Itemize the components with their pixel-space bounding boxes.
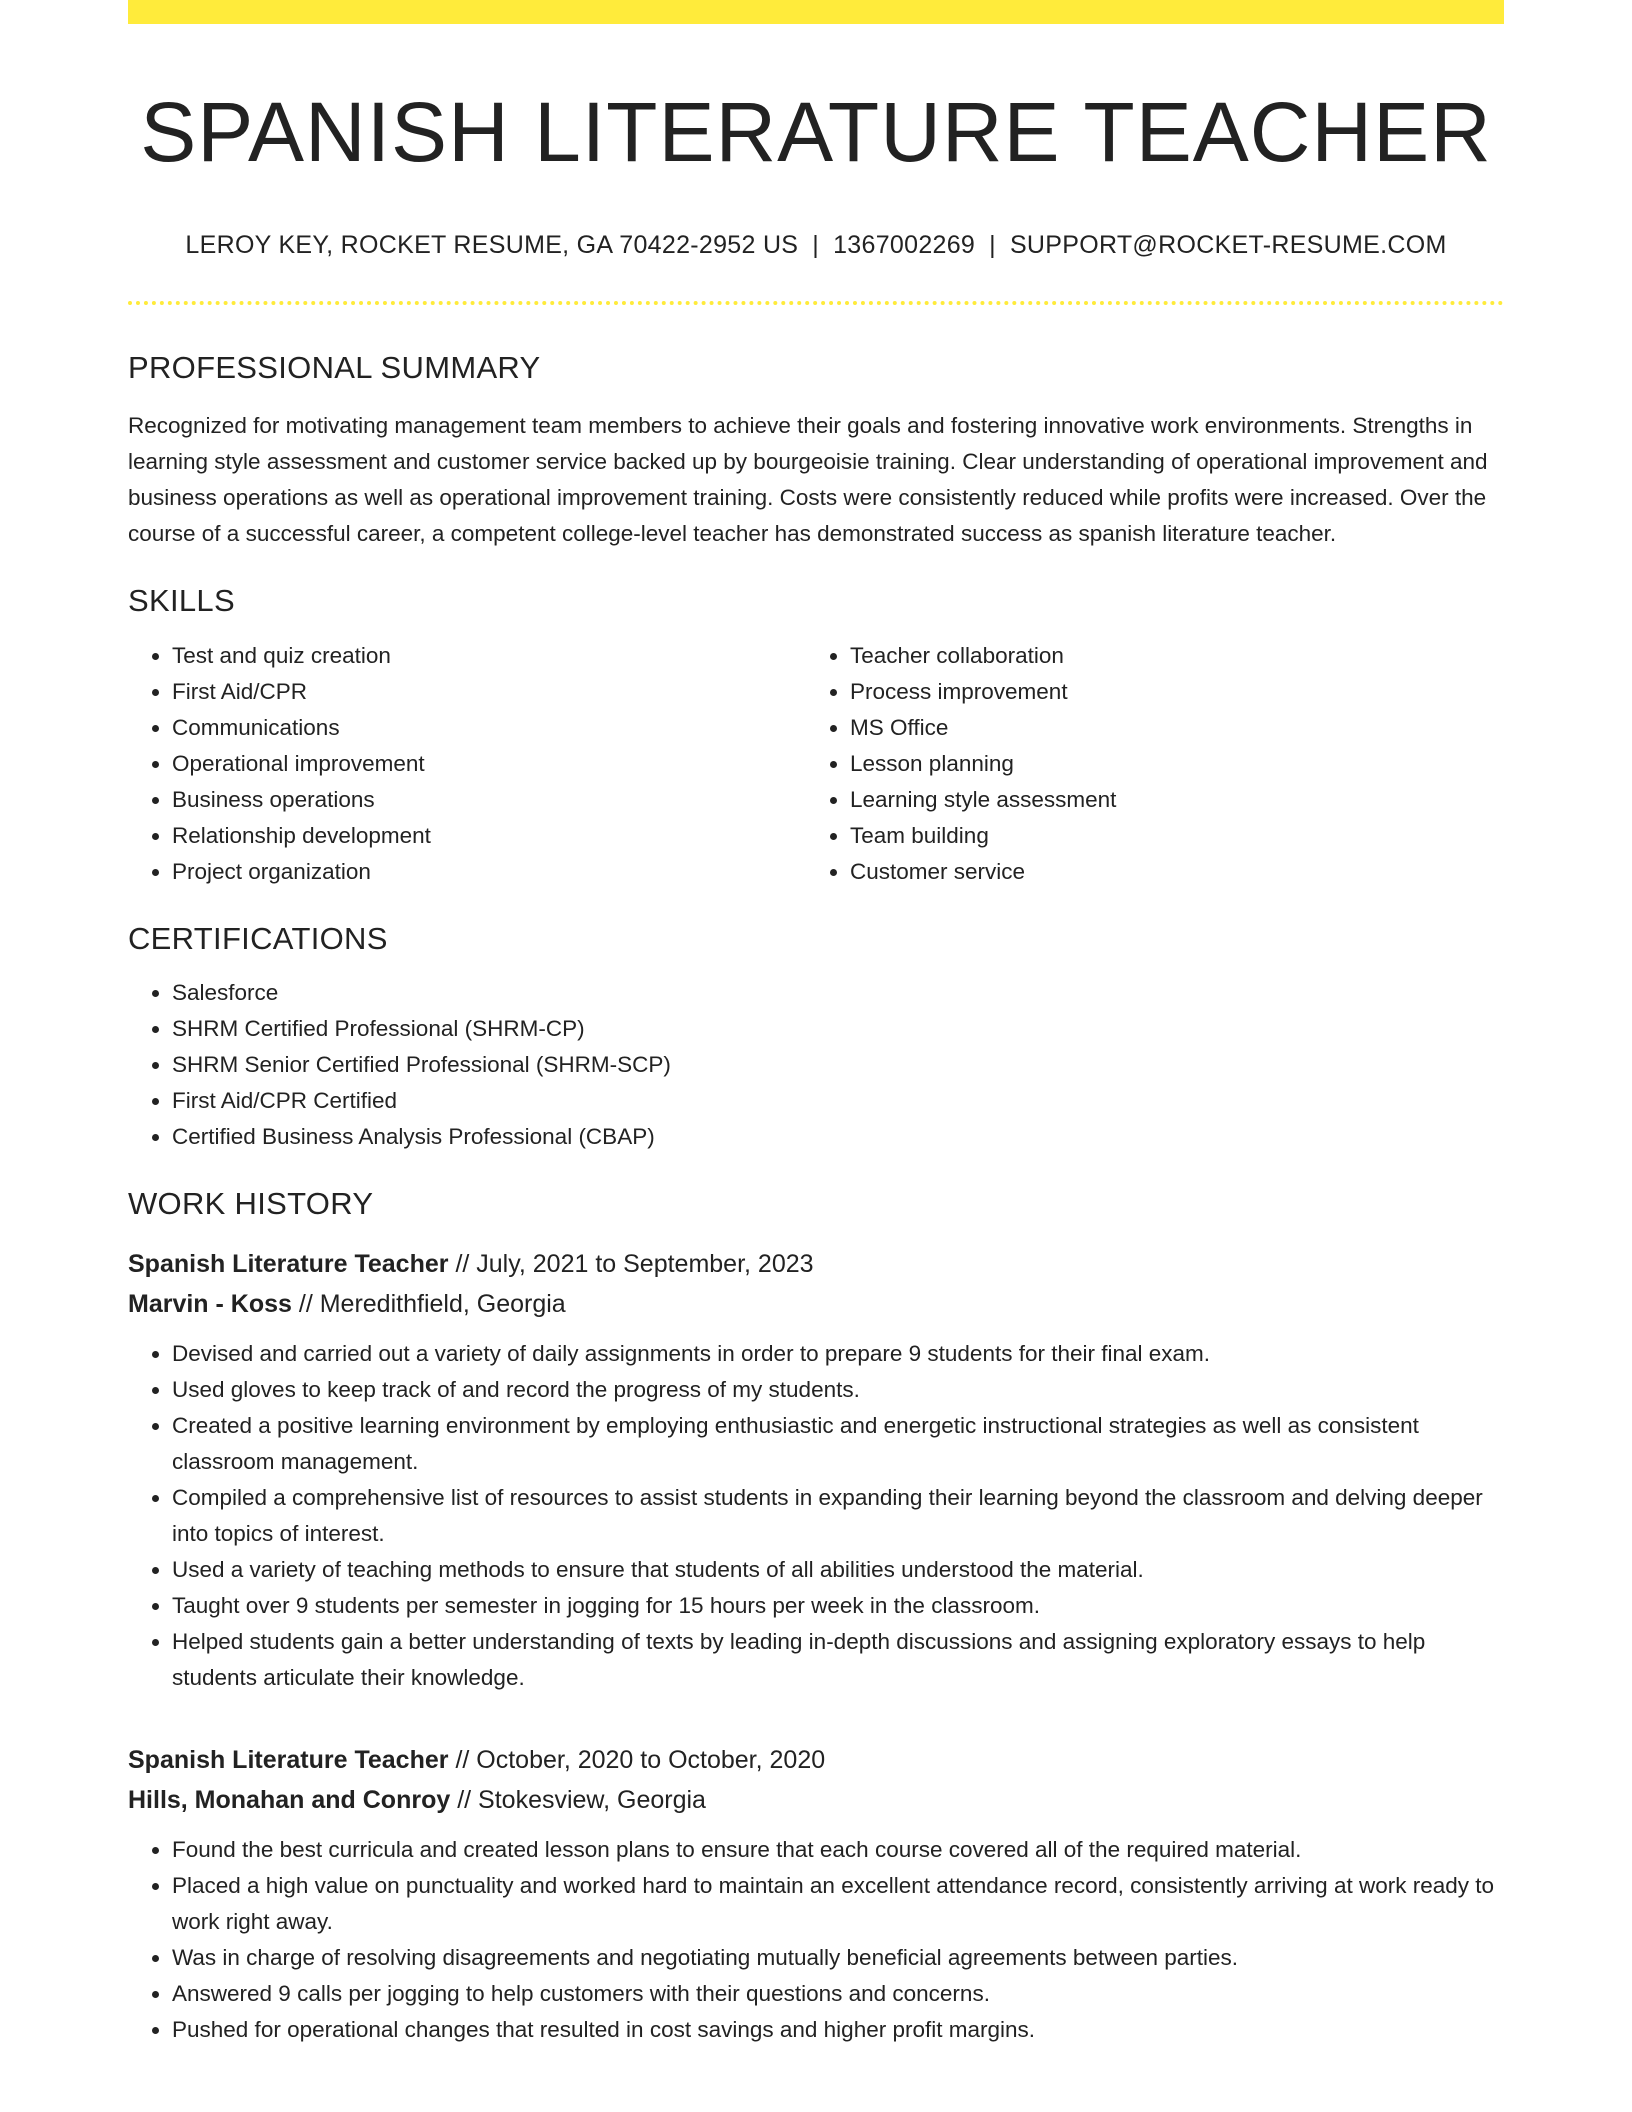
certification-item: • Certified Business Analysis Professional (CBAP) <box>172 1119 1504 1155</box>
job-dates: // July, 2021 to September, 2023 <box>455 1250 814 1279</box>
work-history-section <box>128 1185 1504 2048</box>
contact-line <box>128 229 1504 262</box>
skills-list-left <box>128 638 806 890</box>
job-bullet: • Used a variety of teaching methods to ensure that students of all abilities understood the material. <box>172 1552 1504 1588</box>
certification-item: • Salesforce <box>172 975 1504 1011</box>
job-role: Spanish Literature Teacher <box>128 1746 449 1775</box>
resume-title: SPANISH LITERATURE TEACHER <box>140 85 1492 179</box>
job-bullet: • Compiled a comprehensive list of resources to assist students in expanding their learning beyond the classroom and delving deeper into topics of interest. <box>172 1480 1504 1552</box>
job-entry <box>128 1244 1504 1696</box>
contact-email[interactable]: SUPPORT@ROCKET-RESUME.COM <box>1009 230 1447 259</box>
job-role-line <box>128 1740 1504 1780</box>
job-location: // Stokesview, Georgia <box>457 1786 706 1815</box>
certifications-heading: CERTIFICATIONS <box>128 920 388 956</box>
skill-item: • Project organization <box>172 854 806 890</box>
job-role-line <box>128 1244 1504 1284</box>
certification-item: • SHRM Certified Professional (SHRM-CP) <box>172 1011 1504 1047</box>
job-company-line <box>128 1780 1504 1820</box>
skills-section <box>128 582 1504 889</box>
job-bullet: • Created a positive learning environment by employing enthusiastic and energetic instructional strategies as well as consistent classroom management. <box>172 1408 1504 1480</box>
contact-separator: | <box>812 230 820 259</box>
job-bullet: • Taught over 9 students per semester in jogging for 15 hours per week in the classroom. <box>172 1588 1504 1624</box>
job-bullets <box>128 1336 1504 1696</box>
resume-page <box>128 0 1504 2048</box>
accent-top-bar <box>128 0 1504 24</box>
job-company-line <box>128 1284 1504 1324</box>
job-company: Hills, Monahan and Conroy <box>128 1786 451 1815</box>
job-entry <box>128 1740 1504 2048</box>
job-bullets <box>128 1832 1504 2048</box>
summary-heading: PROFESSIONAL SUMMARY <box>128 350 541 386</box>
job-bullet: • Placed a high value on punctuality and worked hard to maintain an excellent attendance record, consistently arriving at work ready to work right away. <box>172 1868 1504 1940</box>
summary-text: Recognized for motivating management team members to achieve their goals and fostering innovative work environments. Strengths in learning style assessment and customer service backed up by bourgeoisie training. Clear understanding of operational improvement and business operations as well as operational improvement training. Costs were consistently reduced while profits were increased. Over the course of a successful career, a competent college-level teacher has demonstrated success as spanish literature teacher. <box>128 413 1488 547</box>
summary-section <box>128 349 1504 552</box>
skill-item: • MS Office <box>850 710 1484 746</box>
certifications-section <box>128 920 1504 1155</box>
skills-heading: SKILLS <box>128 583 235 619</box>
skills-columns <box>128 638 1504 890</box>
skill-item: • First Aid/CPR <box>172 674 806 710</box>
skill-item: • Learning style assessment <box>850 782 1484 818</box>
certification-item: • First Aid/CPR Certified <box>172 1083 1504 1119</box>
job-bullet: • Answered 9 calls per jogging to help customers with their questions and concerns. <box>172 1976 1504 2012</box>
job-bullet: • Used gloves to keep track of and record the progress of my students. <box>172 1372 1504 1408</box>
skill-item: • Business operations <box>172 782 806 818</box>
skill-item: • Teacher collaboration <box>850 638 1484 674</box>
job-bullet: • Pushed for operational changes that resulted in cost savings and higher profit margins. <box>172 2012 1504 2048</box>
contact-address: LEROY KEY, ROCKET RESUME, GA 70422-2952 US <box>185 230 799 259</box>
job-location: // Meredithfield, Georgia <box>298 1290 566 1319</box>
certifications-list <box>128 975 1504 1155</box>
skill-item: • Operational improvement <box>172 746 806 782</box>
job-role: Spanish Literature Teacher <box>128 1250 449 1279</box>
job-bullet: • Helped students gain a better understanding of texts by leading in-depth discussions and assigning exploratory essays to help students articulate their knowledge. <box>172 1624 1504 1696</box>
skill-item: • Process improvement <box>850 674 1484 710</box>
skill-item: • Test and quiz creation <box>172 638 806 674</box>
contact-separator: | <box>989 230 996 259</box>
job-bullet: • Found the best curricula and created lesson plans to ensure that each course covered all of the required material. <box>172 1832 1504 1868</box>
skill-item: • Communications <box>172 710 806 746</box>
job-dates: // October, 2020 to October, 2020 <box>455 1746 826 1775</box>
job-bullet: • Was in charge of resolving disagreements and negotiating mutually beneficial agreements between parties. <box>172 1940 1504 1976</box>
header-divider <box>128 301 1504 305</box>
skill-item: • Relationship development <box>172 818 806 854</box>
skills-list-right <box>806 638 1484 890</box>
skill-item: • Customer service <box>850 854 1484 890</box>
certification-item: • SHRM Senior Certified Professional (SHRM-SCP) <box>172 1047 1504 1083</box>
work-history-heading: WORK HISTORY <box>128 1185 374 1221</box>
job-company: Marvin - Koss <box>128 1290 292 1319</box>
contact-phone: 1367002269 <box>833 230 976 259</box>
skill-item: • Lesson planning <box>850 746 1484 782</box>
skill-item: • Team building <box>850 818 1484 854</box>
job-bullet: • Devised and carried out a variety of daily assignments in order to prepare 9 students for their final exam. <box>172 1336 1504 1372</box>
